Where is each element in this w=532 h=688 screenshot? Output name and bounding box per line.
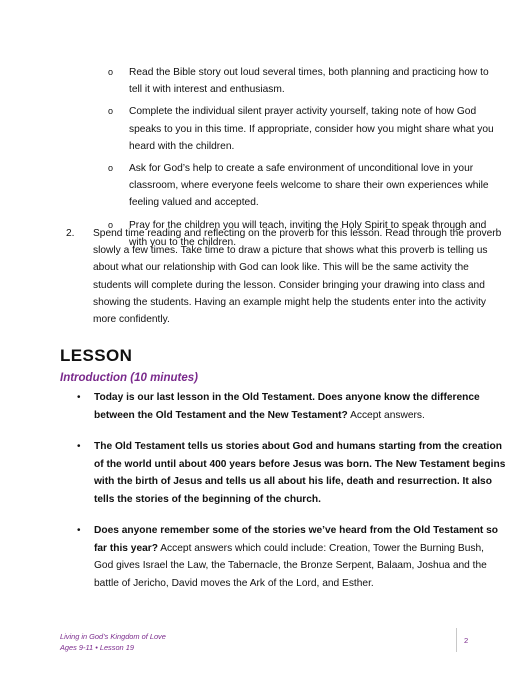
sublist-item-text: Complete the individual silent prayer activity yourself, taking note of how God speaks to you in this time. If appropriate, consider how you might share what you heard with the children. xyxy=(129,106,494,152)
footer-title xyxy=(60,631,166,653)
bullet-bold-text: Does anyone remember some of the stories we’ve heard from the Old Testament so far this year? xyxy=(94,525,499,554)
bullet-item xyxy=(76,389,506,424)
footer-course-title: Living in God’s Kingdom of Love xyxy=(60,632,166,641)
introduction-heading: Introduction (10 minutes) xyxy=(60,372,198,384)
step-number: 2. xyxy=(66,228,75,239)
bullet-normal-text: Accept answers which could include: Creation, Tower the Burning Bush, God gives Israel the Law, the Tabernacle, the Bronze Serpent, Balaam, Joshua and the battle of Jericho, David moves the Ark of the Lord, and Esther. xyxy=(94,542,487,589)
bullet-item xyxy=(76,438,506,508)
footer-divider xyxy=(456,628,457,652)
bullet-bold-text: Today is our last lesson in the Old Testament. Does anyone know the difference between the Old Testament and the New Testament? xyxy=(94,392,480,421)
circle-bullet-icon: o xyxy=(108,219,114,230)
sublist-item xyxy=(108,103,500,155)
introduction-bullets xyxy=(76,389,506,606)
bullet-bold-text: The Old Testament tells us stories about God and humans starting from the creation of the world until about 400 years before Jesus was born. The New Testament begins with the birth of Jesus and tells us all about his life, death and resurrection. It also tells the stories of the beginning of the church. xyxy=(94,441,506,505)
bullet-item xyxy=(76,522,506,592)
page-number: 2 xyxy=(464,636,469,645)
step-text: Spend time reading and reflecting on the proverb for this lesson. Read through the proverb slowly a few times. Take time to draw a picture that shows what this proverb is telling us about what our relationship with God can look like. This will be the same activity the students will complete during the lesson. Consider bringing your drawing into class and showing the students. Having an example might help the students enter into the activity more confidently. xyxy=(93,228,502,326)
lesson-heading: LESSON xyxy=(60,346,133,365)
bullet-icon: • xyxy=(77,392,81,403)
bullet-normal-text: Accept answers. xyxy=(347,409,425,421)
sublist-item-text: Ask for God’s help to create a safe environment of unconditional love in your classroom, where everyone feels welcome to share their own experiences while feeling valued and accepted. xyxy=(129,163,489,209)
sublist-item-text: Pray for the children you will teach, inviting the Holy Spirit to speak through and with you to the children. xyxy=(129,219,487,248)
footer-lesson-info: Ages 9-11 • Lesson 19 xyxy=(60,643,134,652)
sublist-item-text: Read the Bible story out loud several times, both planning and practicing how to tell it with interest and enthusiasm. xyxy=(129,67,489,96)
sublist-item xyxy=(108,160,500,212)
circle-bullet-icon: o xyxy=(108,163,114,174)
bullet-icon: • xyxy=(77,525,81,536)
circle-bullet-icon: o xyxy=(108,106,114,117)
preparation-step-2 xyxy=(66,225,504,328)
sublist-item xyxy=(108,64,500,98)
bullet-icon: • xyxy=(77,441,81,452)
circle-bullet-icon: o xyxy=(108,67,114,77)
